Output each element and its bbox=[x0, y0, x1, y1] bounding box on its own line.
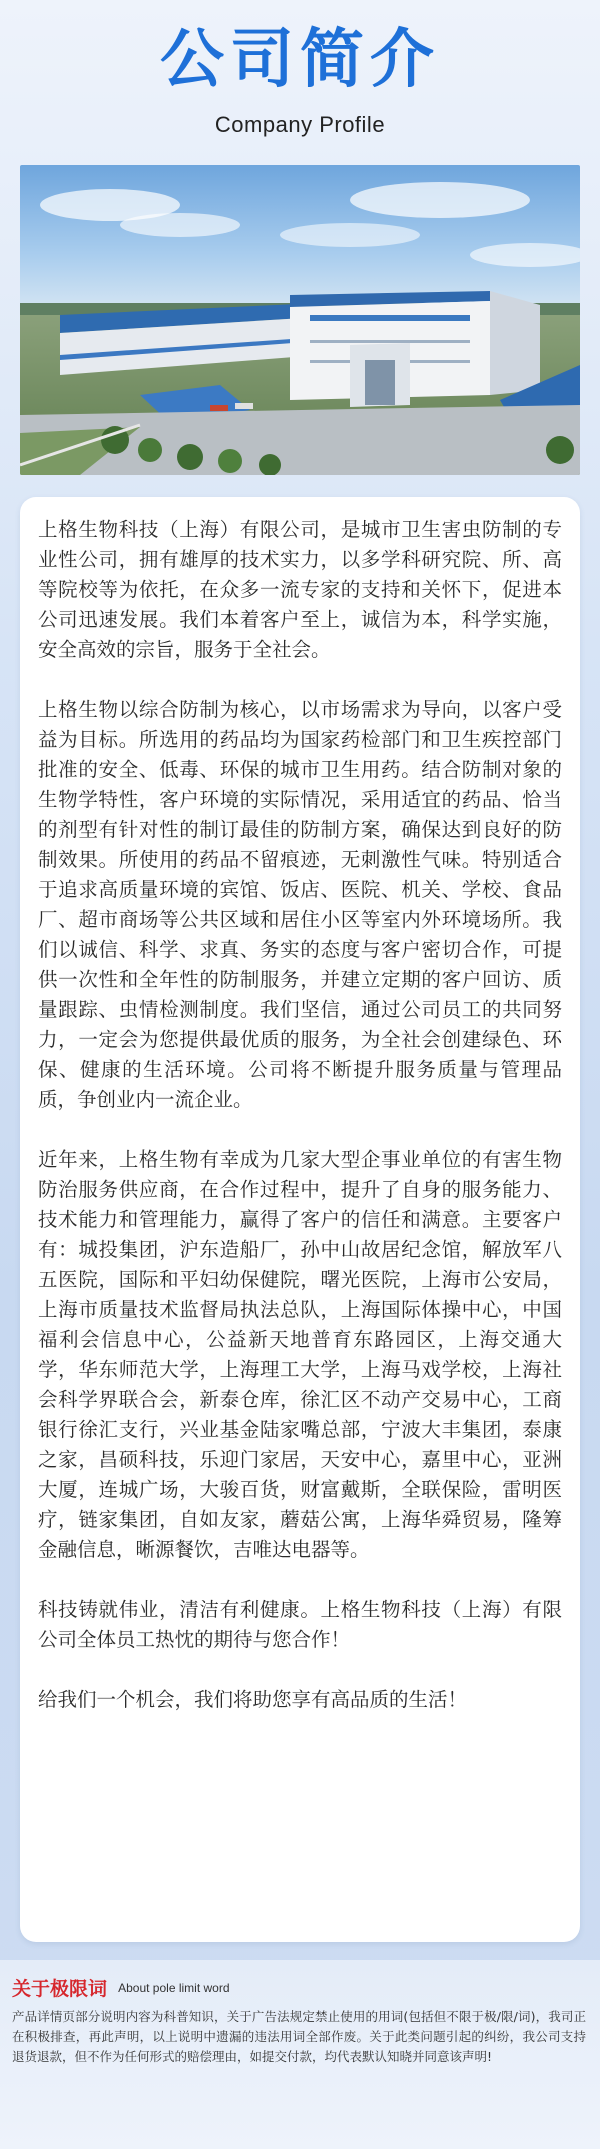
profile-paragraph-5: 给我们一个机会，我们将助您享有高品质的生活！ bbox=[38, 1688, 468, 1711]
page-subtitle: Company Profile bbox=[214, 112, 386, 137]
company-building-photo bbox=[20, 165, 580, 475]
notice-title: 关于极限词 bbox=[12, 1978, 108, 2000]
profile-paragraph-1: 上格生物科技（上海）有限公司，是城市卫生害虫防制的专业性公司，拥有雄厚的技术实力，以多学科研究院、所、高等院校等为依托，在众多一流专家的支持和关怀下，促进本 公司迅速发展。我们本着客户至上，诚信为本，科学实施，安全高效的宗旨，服务于全社会。 bbox=[38, 518, 562, 661]
profile-card bbox=[20, 497, 580, 1942]
pole-limit-notice bbox=[0, 1960, 600, 2149]
notice-heading bbox=[12, 1974, 230, 2002]
page-title: 公司简介 bbox=[160, 23, 440, 97]
profile-paragraph-4: 科技铸就伟业，清洁有利健康。上格生物科技（上海）有限公司全体员工热忱的期待与您合作！ bbox=[38, 1598, 562, 1651]
notice-body: 产品详情页部分说明内容为科普知识，关于广告法规定禁止使用的用词(包括但不限于极/限/词)，我司正在积极排查，再此声明，以上说明中遗漏的违法用词全部作废。关于此类问题引起的纠纷，我公司支持退货退款，但不作为任何形式的赔偿理由，如提交付款，均代表默认知晓并同意该声明! bbox=[12, 2009, 586, 2064]
page-header bbox=[0, 0, 600, 150]
profile-paragraph-3: 近年来，上格生物有幸成为几家大型企事业单位的有害生物防治服务供应商，在合作过程中，提升了自身的服务能力、技术能力和管理能力，赢得了客户的信任和满意。主要客户有：城投集团，沪东造船厂，孙中山故居纪念馆，解放军八五医院，国际和平妇幼保健院，曙光医院，上海市公安局，上海市质量技术监督局执法总队，上海国际体操中心，中国福利会信息中心，公益新天地普育东路园区，上海交通大学，华东师范大学，上海理工大学，上海马戏学校，上海社会科学界联合会，新泰仓库，徐汇区不动产交易中心，工商银行徐汇支行，兴业基金陆家嘴总部，宁波大丰集团，泰康之家，昌硕科技，乐迎门家居，天安中心，嘉里中心，亚洲大厦，连城广场，大骏百货，财富戴斯，全联保险，雷明医疗，链家集团，自如友家，蘑菇公寓，上海华舜贸易，隆筹金融信息，晰源餐饮，吉唯达电器等。 bbox=[38, 1148, 562, 1561]
notice-subtitle: About pole limit word bbox=[118, 1980, 230, 1995]
profile-text bbox=[38, 515, 562, 1715]
profile-paragraph-2: 上格生物以综合防制为核心，以市场需求为导向，以客户受益为目标。所选用的药品均为国家药检部门和卫生疾控部门批准的安全、低毒、环保的城市卫生用药。结合防制对象的生物学特性，客户环境的实际情况，采用适宜的药品、恰当的剂型有针对性的制订最佳的防制方案，确保达到良好的防制效果。所使用的药品不留痕迹，无刺激性气味。特别适合于追求高质量环境的宾馆、饭店、医院、机关、学校、食品厂、超市商场等公共区域和居住小区等室内外环境场所。我们以诚信、科学、求真、务实的态度与客户密切合作，可提供一次性和全年性的防制服务，并建立定期的客户回访、质量跟踪、虫情检测制度。我们坚信，通过公司员工的共同努力，一定会为您提供最优质的服务，为全社会创建绿色、环保、健康的生活环境。公司将不断提升服务质量与管理品质，争创业内一流企业。 bbox=[38, 698, 562, 1111]
